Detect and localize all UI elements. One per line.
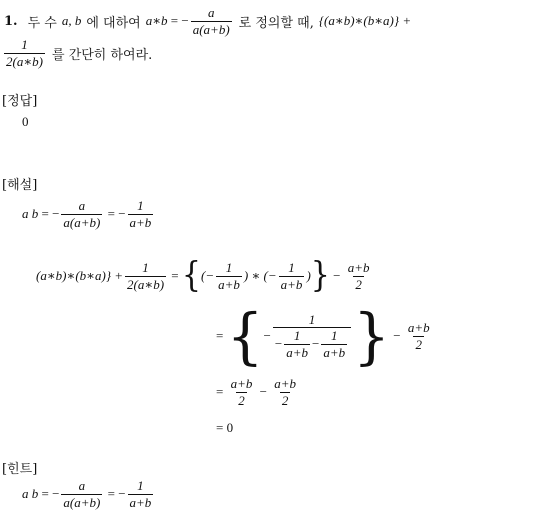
answer-value: 0 xyxy=(22,114,29,129)
problem-mid: 에 대하여 xyxy=(86,15,141,31)
answer-label: [정답] xyxy=(2,94,38,109)
problem-line-2 xyxy=(2,36,152,70)
hint-step: a b = − $\frac{a}{a(a+b)}$ = − $\frac{1}{a+b}$ xyxy=(22,477,152,510)
problem-def-fraction: $\frac{a}{a(a+b)}$ xyxy=(192,4,230,37)
solution-label: [해설] xyxy=(2,178,38,193)
problem-expression: {(a∗b)∗(b∗a)} + xyxy=(318,13,412,28)
solution-main-row-1: (a∗b)∗(b∗a)} + $\frac{1}{2(a∗b)}$ = { (− $\frac{1}{a+b}$ ) ∗ (− $\frac{1}{a+b}$ ) } − $\frac{a+b}{2}$ xyxy=(36,255,370,296)
problem-vars: a, b xyxy=(61,13,82,28)
solution-step-1: a b = − $\frac{a}{a(a+b)}$ = − $\frac{1}{a+b}$ xyxy=(22,197,152,230)
problem-end-text: 를 간단히 하여라. xyxy=(52,47,153,63)
problem-op-lhs: a∗b xyxy=(145,13,168,28)
solution-main-row-2: = { − 1 − $\frac{1}{a+b}$ − $\frac{1}{a+b}$ } − $\frac{a+b}{2}$ xyxy=(216,300,430,372)
hint-label: [힌트] xyxy=(2,462,38,477)
solution-main-row-4: = 0 xyxy=(216,420,234,435)
problem-def-text: 로 정의할 때, xyxy=(238,15,314,31)
problem-second-fraction: $\frac{1}{2(a∗b)}$ xyxy=(6,36,43,69)
solution-main-row-3: = $\frac{a+b}{2}$ − $\frac{a+b}{2}$ xyxy=(216,375,296,408)
problem-line-1: 1. 두 수 a, b 에 대하여 a∗b = − $\frac{a}{a(a+b)}$ 로 정의할 때, {(a∗b)∗(b∗a)} + xyxy=(4,4,412,37)
problem-number: 1. xyxy=(4,13,18,29)
problem-intro: 두 수 xyxy=(27,15,57,31)
